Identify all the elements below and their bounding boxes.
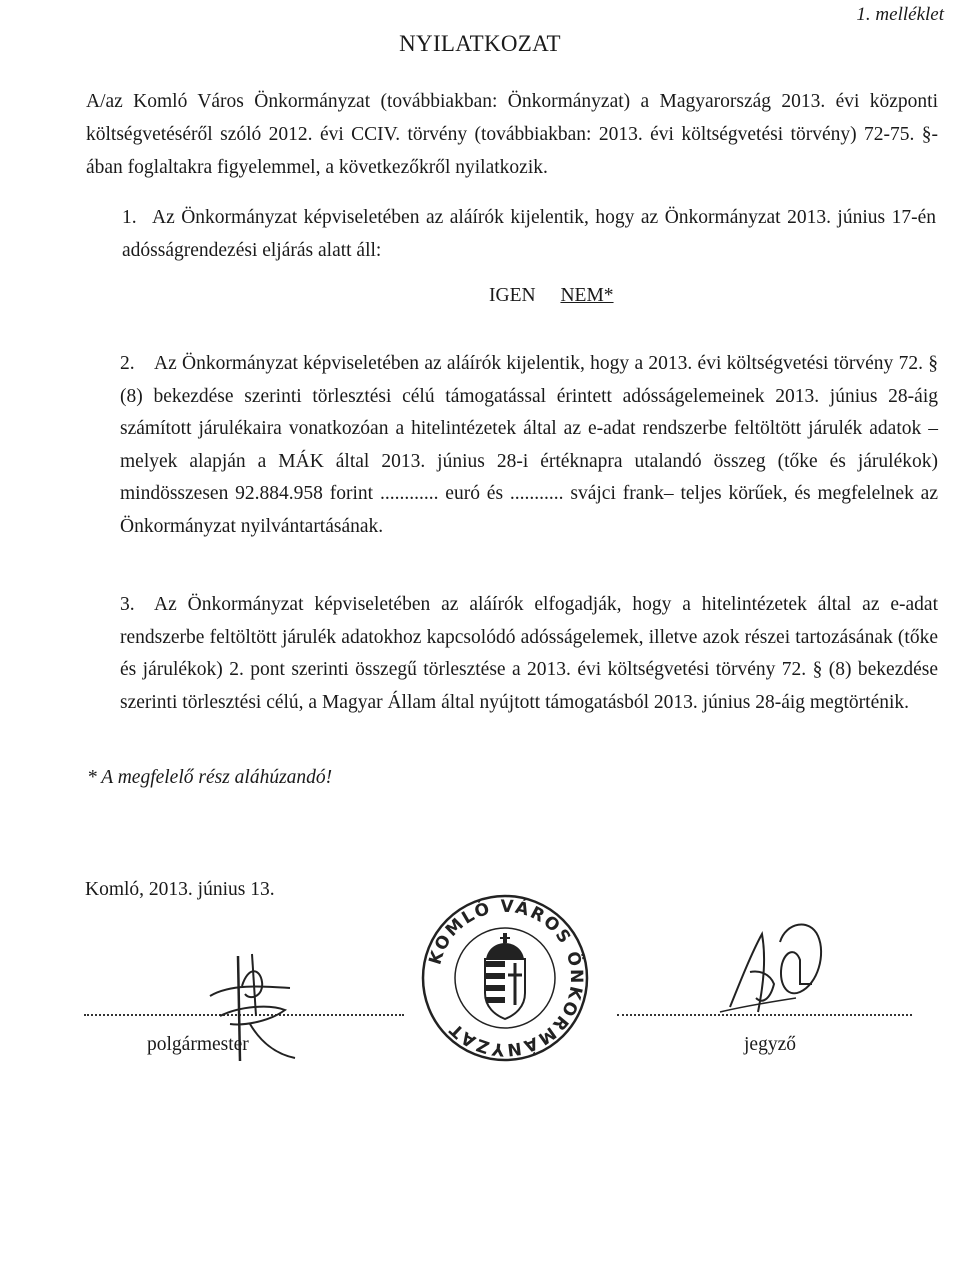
intro-paragraph: A/az Komló Város Önkormányzat (továbbiakban: Önkormányzat) a Magyarország 2013. évi központi költségvetéséről szóló 2012. évi CCIV. törvény (továbbiakban: 2013. évi költségvetési törvény) 72-75. §-ában foglaltakra figyelemmel, a következőkről nyilatkozik. xyxy=(86,91,938,178)
official-stamp xyxy=(420,893,590,1063)
document-title: NYILATKOZAT xyxy=(399,31,561,56)
date-line: Komló, 2013. június 13. xyxy=(85,879,275,900)
choice-no: NEM* xyxy=(560,285,614,306)
choice-yes: IGEN xyxy=(489,285,536,306)
signature-notary xyxy=(700,912,840,1022)
item-text: Az Önkormányzat képviseletében az aláírók kijelentik, hogy az Önkormányzat 2013. június 17-én adósságrendezési eljárás alatt áll: xyxy=(122,207,936,261)
item-number: 3. xyxy=(120,594,135,615)
item-number: 1. xyxy=(122,207,137,228)
item-2 xyxy=(120,348,938,543)
role-mayor: polgármester xyxy=(147,1034,249,1055)
stamp-text: KOMLÓ VÁROS ÖNKORMÁNYZAT xyxy=(425,896,587,1060)
item-number: 2. xyxy=(120,353,135,374)
yes-no-choice xyxy=(489,285,614,307)
item-1 xyxy=(122,202,936,267)
item-text: Az Önkormányzat képviseletében az aláírók kijelentik, hogy a 2013. évi költségvetési törvény 72. § (8) bekezdése szerinti törlesztési célú támogatással érintett adósságelemeinek 2013. június 28-áig számított járulékaira vonatkozóan a hitelintézetek által az e-adat rendszerbe feltöltött járulék adatok – melyek alapján a MÁK által 2013. június 28-i értéknapra utalandó összeg (tőke és járulékok) mindösszesen 92.884.958 forint ............ euró és ........... svájci frank– teljes körűek, és megfelelnek az Önkormányzat nyilvántartásának. xyxy=(120,353,938,537)
footnote: * A megfelelő rész aláhúzandó! xyxy=(87,767,333,788)
item-text: Az Önkormányzat képviseletében az aláírók elfogadják, hogy a hitelintézetek által az e-adat rendszerbe feltöltött járulék adatokhoz kapcsolódó adósságelemek, illetve azok részei tartozásának (tőke és járulékok) 2. pont szerinti összegű törlesztése a 2013. évi költségvetési törvény 72. § (8) bekezdése szerinti törlesztési célú, a Magyar Állam által nyújtott támogatásból 2013. június 28-áig megtörténik. xyxy=(120,594,938,713)
role-notary: jegyző xyxy=(744,1034,796,1055)
item-3 xyxy=(120,589,938,719)
annex-label: 1. melléklet xyxy=(856,4,944,25)
